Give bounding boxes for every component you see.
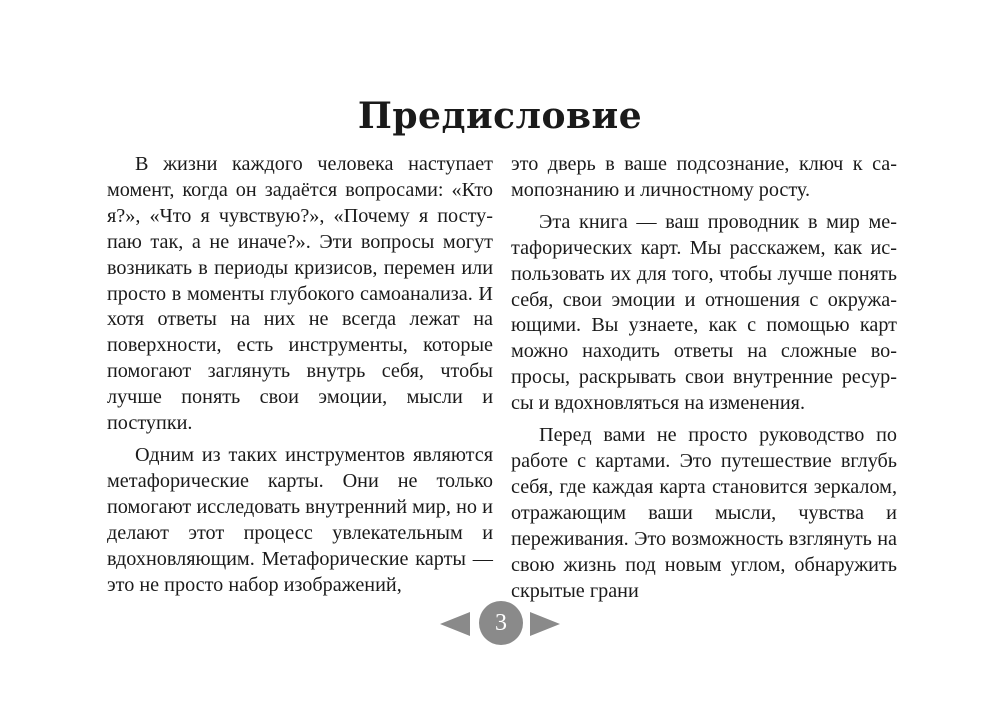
page-title: Предисловие: [357, 95, 643, 137]
triangle-left-icon[interactable]: [440, 612, 470, 636]
left-column: [107, 152, 493, 604]
paragraph-2-continuation: это дверь в ваше подсознание, ключ к самопознанию и личностному росту.: [511, 153, 897, 201]
paragraph-2: Одним из таких инструментов являются метафорические карты. Они не только помогают исследовать внутренний мир, но и делают этот процесс увлекательным и вдохновляющим. Метафорические карты — это не просто набор изображений,: [107, 443, 493, 596]
right-column: [511, 152, 897, 610]
paragraph-3: Эта книга — ваш проводник в мир метафорических карт. Мы расскажем, как использовать их для того, чтобы лучше понять себя, свои эмоции и отношения с окружающими. Вы узнаете, как с помощью карт можно находить ответы на сложные вопросы, раскрывать свои внутренние ресурсы и вдохновляться на изменения.: [511, 210, 897, 415]
paragraph-4: Перед вами не просто руководство по работе с картами. Это путешествие вглубь себя, где каждая карта становится зеркалом, отражающим ваши мысли, чувства и переживания. Это возможность взглянуть на свою жизнь под новым углом, обнаружить скрытые грани: [511, 424, 897, 602]
triangle-right-icon[interactable]: [530, 612, 560, 636]
page-number: 3: [479, 601, 523, 645]
paragraph-1: В жизни каждого человека наступает момент, когда он задаётся вопросами: «Кто я?», «Что я чувствую?», «Почему я поступаю так, а не иначе?». Эти вопросы могут возникать в периоды кризисов, перемен или просто в моменты глубокого самоанализа. И хотя ответы на них не всегда лежат на поверхности, есть инструменты, которые помогают заглянуть внутрь себя, чтобы лучше понять свои эмоции, мысли и поступки.: [107, 153, 493, 435]
page-navigation: [0, 598, 1000, 650]
